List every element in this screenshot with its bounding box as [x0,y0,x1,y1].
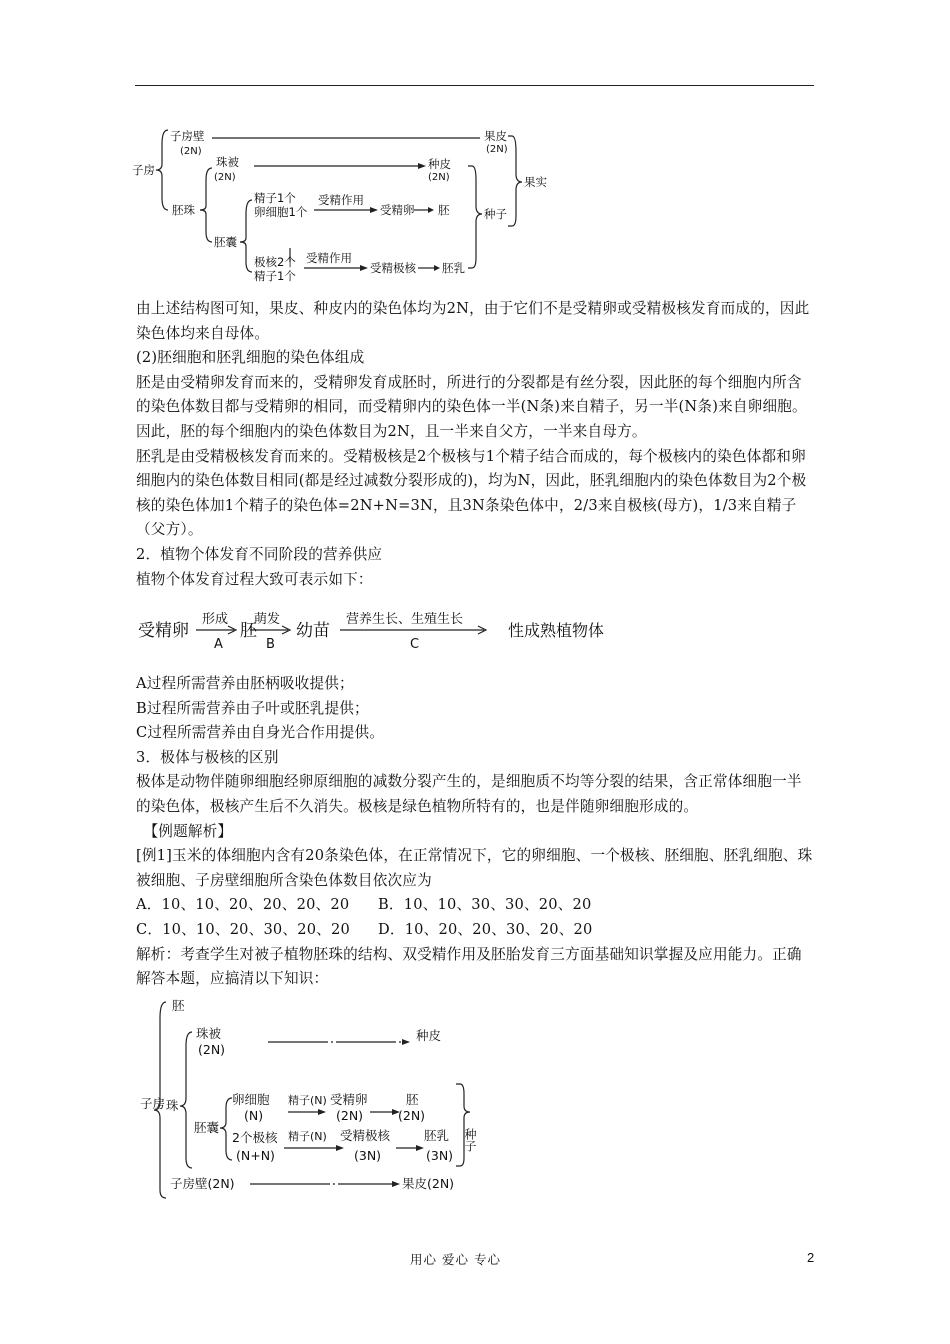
d2-polar-nuclei: 2个极核 [232,1130,278,1145]
paragraph: C过程所需营养由自身光合作用提供。 [136,724,385,742]
paragraph: 胚乳是由受精极核发育而来的。受精极核是2个极核与1个精子结合而成的，每个极核内的染色体都和卵细胞内的染色体数目相同(都是经过减数分裂形成的)，均为N，因此，胚乳细胞内的染色体数目为2个极核的染色体加1个精子的染色体=2N+N=3N，且3N条染色体中，2/3来自极核(母方)，1/3来自精子（父方）。 [136,447,807,539]
header-rule [135,85,814,86]
d2-fert-polar-ploidy: (3N) [354,1148,382,1163]
flow-arrow-c-letter: C [410,637,420,652]
paragraph: 2．植物个体发育不同阶段的营养供应 [136,545,383,563]
d1-ovary-wall-ploidy: (2N) [180,146,202,157]
d1-ovary: 子房 [132,163,155,177]
d1-ovule: 胚珠 [172,203,195,217]
d1-zygote: 受精卵 [380,203,415,217]
paragraph: 胚是由受精卵发育而来的，受精卵发育成胚时，所进行的分裂都是有丝分裂，因此胚的每个细胞内所含的染色体数目都与受精卵的相同，而受精卵内的染色体一半(N条)来自精子，另一半(N条)来自卵细胞。因此，胚的每个细胞内的染色体数目为2N，且一半来自父方，一半来自母方。 [136,373,807,440]
d2-sperm-a: 精子(N) [288,1094,327,1107]
d1-pericarp: 果皮 [484,129,507,143]
d1-seed-coat-ploidy: (2N) [428,172,450,183]
d1-integument: 珠被 [216,155,239,169]
d2-embryo-top: 胚 [172,998,185,1013]
d1-fertilization1: 受精作用 [318,193,364,207]
option-b: B．10、10、30、30、20、20 [378,896,592,914]
paragraph: 由上述结构图可知，果皮、种皮内的染色体均为2N，由于它们不是受精卵或受精极核发育而成的，因此染色体均来自母体。 [136,300,810,342]
option-a: A．10、10、20、20、20、20 [136,896,350,914]
d1-sperm2: 精子1个 [254,269,296,283]
d1-fert-polar: 受精极核 [370,261,416,275]
flow-zygote: 受精卵 [138,621,189,641]
d1-embryo: 胚 [438,203,450,217]
paragraph: B过程所需营养由子叶或胚乳提供； [136,699,369,717]
flow-mature-plant: 性成熟植物体 [508,621,605,640]
d2-ovary: 子房 [140,1096,166,1111]
flow-arrow-a-letter: A [214,637,223,652]
page-number: 2 [807,1250,815,1265]
d1-integument-ploidy: (2N) [214,172,236,183]
d1-fruit: 果实 [524,175,547,189]
flow-seedling: 幼苗 [296,621,330,641]
body-text-1 [136,297,816,592]
flow-arrow-c-label: 营养生长、生殖生长 [346,612,464,627]
paragraph: 3．极体与极核的区别 [136,748,279,766]
d1-seed-coat: 种皮 [428,157,451,171]
paragraph: A过程所需营养由胚柄吸收提供； [136,675,354,692]
question-stem: [例1]玉米的体细胞内含有20条染色体，在正常情况下，它的卵细胞、一个极核、胚细胞、胚乳细胞、珠被细胞、子房壁细胞所含染色体数目依次应为 [136,847,813,889]
d1-seed: 种子 [484,207,507,221]
ovary-answer-diagram [140,998,480,1204]
d2-ovule: 珠 [166,1098,179,1113]
development-flow-diagram [136,606,636,654]
d1-ovary-wall: 子房壁 [170,129,205,143]
d1-sperm1: 精子1个 [254,191,296,205]
flow-arrow-a-label: 形成 [202,612,229,627]
paragraph: 植物个体发育过程大致可表示如下： [136,570,373,588]
d1-polar-nuclei: 极核2个 [254,255,296,269]
paragraph: (2)胚细胞和胚乳细胞的染色体组成 [136,349,365,367]
option-d: D．10、20、20、30、20、20 [378,920,593,938]
flow-arrow-b-label: 萌发 [254,612,281,627]
d2-seed-coat: 种皮 [416,1028,442,1043]
flow-arrow-b-letter: B [266,637,275,652]
paragraph: 解析：考查学生对被子植物胚珠的结构、双受精作用及胚胎发育三方面基础知识掌握及应用能力。正确解答本题，应搞清以下知识： [136,945,802,988]
d2-ovary-wall: 子房壁(2N) [170,1176,235,1191]
d2-sperm-b: 精子(N) [288,1130,327,1143]
d2-pericarp: 果皮(2N) [402,1176,455,1191]
d2-integument-ploidy: (2N) [198,1042,226,1057]
d1-pericarp-ploidy: (2N) [486,144,508,155]
paragraph: 【例题解析】 [136,822,233,840]
d2-embryo: 胚 [406,1092,419,1107]
body-text-2 [136,672,816,992]
d2-endosperm: 胚乳 [424,1128,450,1143]
d2-egg: 卵细胞 [232,1092,270,1107]
d1-endosperm: 胚乳 [442,261,465,275]
d2-integument: 珠被 [196,1026,222,1041]
d2-fert-polar: 受精极核 [340,1128,391,1143]
option-c: C．10、10、20、30、20、20 [136,920,350,938]
d2-egg-ploidy: (N) [244,1108,264,1123]
d2-polar-ploidy: (N+N) [236,1148,275,1163]
d2-zygote: 受精卵 [330,1092,368,1107]
flow-embryo: 胚 [240,621,257,641]
d2-embryo-ploidy: (2N) [398,1108,426,1123]
options-row-2 [136,918,816,943]
paragraph: 极体是动物伴随卵细胞经卵原细胞的减数分裂产生的，是细胞质不均等分裂的结果，含正常体细胞一半的染色体，极核产生后不久消失。极核是绿色植物所特有的，也是伴随卵细胞形成的。 [136,773,802,815]
d2-zygote-ploidy: (2N) [336,1108,364,1123]
d2-seed: 种子 [463,1128,477,1152]
d2-embryo-sac: 胚囊 [194,1120,220,1135]
d1-embryo-sac: 胚囊 [214,235,237,249]
d1-egg1: 卵细胞1个 [254,205,308,219]
ovary-structure-diagram [128,122,568,282]
footer-motto: 用心 爱心 专心 [410,1252,501,1267]
options-row-1 [136,893,816,918]
d2-endosperm-ploidy: (3N) [426,1148,454,1163]
d1-fertilization2: 受精作用 [306,251,352,265]
